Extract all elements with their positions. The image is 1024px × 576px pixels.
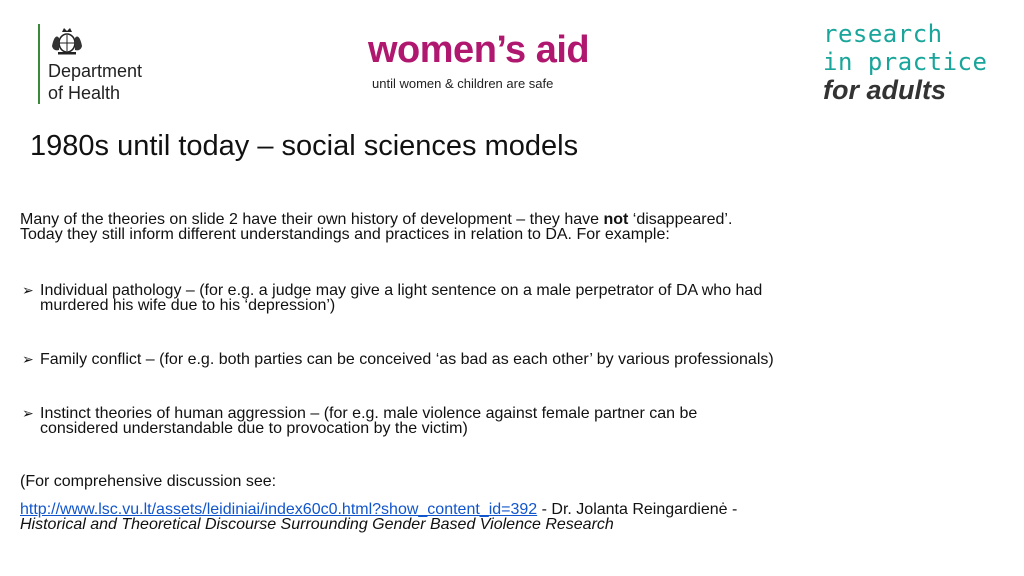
bullet-line: Individual pathology – (for e.g. a judge may give a light sentence on a male perpetrator of DA who had (40, 282, 763, 299)
rip-logo (823, 20, 987, 104)
doh-line2: of Health (48, 83, 121, 103)
womens-aid-logo: women’s aid (368, 29, 590, 71)
arrow-bullet-icon: ➢ (22, 282, 34, 298)
rip-line1: research (823, 20, 943, 48)
royal-crest-icon (48, 26, 86, 56)
rip-line2: in practice (823, 48, 988, 76)
reference-block (20, 502, 1010, 532)
intro-text-a: Many of the theories on slide 2 have their own history of development – they have (20, 211, 604, 228)
reference-title: Historical and Theoretical Discourse Surrounding Gender Based Violence Research (20, 516, 614, 533)
discussion-intro: (For comprehensive discussion see: (20, 473, 277, 490)
intro-text-b: ‘disappeared’. (628, 211, 733, 228)
bullet-line: Family conflict – (for e.g. both parties can be conceived ‘as bad as each other’ by various professionals) (40, 351, 774, 368)
doh-logo-bar (38, 24, 40, 104)
bullet-item (20, 352, 1020, 367)
bullet-line: considered understandable due to provocation by the victim) (40, 420, 468, 437)
bullet-item (20, 283, 1020, 313)
rip-line3: for adults (823, 75, 947, 105)
arrow-bullet-icon: ➢ (22, 405, 34, 421)
reference-author: - Dr. Jolanta Reingardienė - (537, 501, 738, 518)
reference-link[interactable]: http://www.lsc.vu.lt/assets/leidiniai/index60c0.html?show_content_id=392 (20, 501, 538, 518)
bullet-line: Instinct theories of human aggression – (for e.g. male violence against female partner can be (40, 405, 698, 422)
doh-line1: Department (48, 61, 143, 81)
womens-aid-tagline: until women & children are safe (372, 76, 554, 91)
bullet-line: murdered his wife due to his ‘depression’) (40, 297, 336, 314)
intro-paragraph (20, 212, 920, 242)
slide-title: 1980s until today – social sciences models (30, 130, 579, 162)
doh-logo-text (48, 60, 142, 104)
intro-text-c: Today they still inform different understandings and practices in relation to DA. For example: (20, 226, 670, 243)
arrow-bullet-icon: ➢ (22, 351, 34, 367)
intro-bold: not (603, 211, 629, 228)
bullet-item (20, 406, 1020, 436)
